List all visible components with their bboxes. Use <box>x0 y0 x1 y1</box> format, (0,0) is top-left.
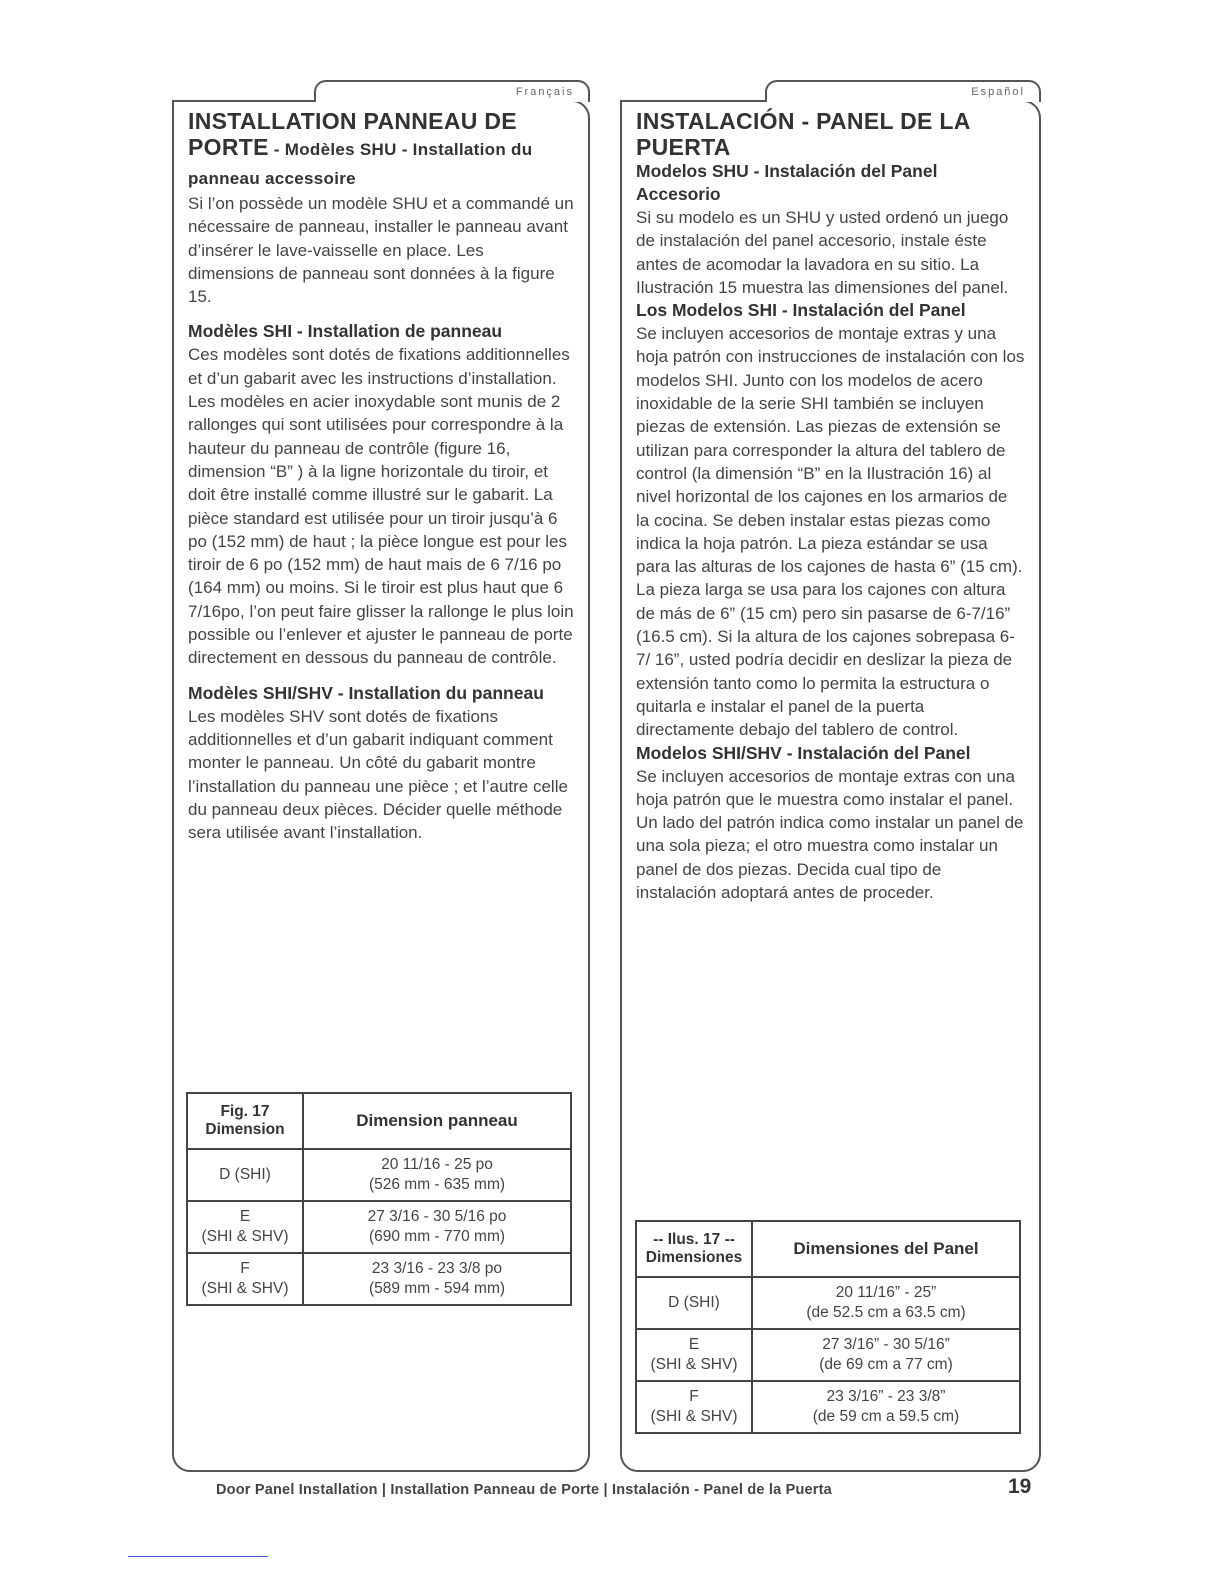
spanish-paragraph-shi: Se incluyen accesorios de montaje extras y una hoja patrón con instrucciones de instalación con los modelos SHI. Junto con los modelos de acero inoxidable de la serie SHI también se incluyen piezas de extensión. Las piezas de extensión se utilizan para corresponder la altura del tablero de control (la dimensión “B” en la Ilustración 16) al nivel horizontal de los cajones en los armarios de la cocina. Se deben instalar estas piezas como indica la hoja patrón. La pieza estándar se usa para las alturas de los cajones de hasta 6” (15 cm). La pieza larga se usa para los cajones con altura de más de 6” (15 cm) pero sin pasarse de 6-7/16” (16.5 cm). Si la altura de los cajones sobrepasa 6-7/ 16”, usted podría decidir en deslizar la pieza de extensión tanto como lo permita la estructura o quitarla e instalar el panel de la puerta directamente debajo del tablero de control. <box>636 324 1025 740</box>
table-header: Dimension panneau <box>303 1093 571 1149</box>
spanish-dimension-table <box>635 1220 1021 1434</box>
french-heading-shi: Modèles SHI - Installation de panneau <box>188 321 503 342</box>
french-title: INSTALLATION PANNEAU DE PORTE - Modèles SHU - Installation du panneau accessoire <box>188 108 533 188</box>
french-paragraph-shi-shv: Les modèles SHV sont dotés de fixations additionnelles et d’un gabarit indiquant comment monter le panneau. Un côté du gabarit montre l’installation du panneau une pièce ; et l’autre celle du panneau deux pièces. Décider quelle méthode sera utilisée avant l’installation. <box>188 706 568 843</box>
table-row: F (SHI & SHV) 23 3/16 - 23 3/8 po (589 mm - 594 mm) <box>187 1253 571 1305</box>
french-paragraph-shi: Ces modèles sont dotés de fixations additionnelles et d’un gabarit avec les instructions d’installation. Les modèles en acier inoxydable sont munis de 2 rallonges qui sont utilisées pour correspondre à la hauteur du panneau de contrôle (figure 16, dimension “B” ) à la ligne horizontale du tiroir, et doit être installé comme illustré sur le gabarit. La pièce standard est utilisée pour un tiroir jusqu’à 6 po (152 mm) de haut ; la pièce longue est pour les tiroir de 6 po (152 mm) de haut mais de 6 7/16 po (164 mm) ou moins. Si le tiroir est plus haut que 6 7/16po, l’on peut faire glisser la rallonge le plus loin possible ou l’enlever et ajuster le panneau de porte directement en dessous du panneau de contrôle. <box>188 345 574 668</box>
spanish-heading-shu: Modelos SHU - Instalación del Panel Accesorio <box>636 161 938 204</box>
table-header: Dimensiones del Panel <box>752 1221 1020 1277</box>
french-heading-shi-shv: Modèles SHI/SHV - Installation du panneau <box>188 682 544 703</box>
page-footer: Door Panel Installation | Installation Panneau de Porte | Instalación - Panel de la Puerta <box>216 1482 832 1498</box>
table-row: E (SHI & SHV) 27 3/16” - 30 5/16” (de 69 cm a 77 cm) <box>636 1329 1020 1381</box>
table-fig-label: Fig. 17 Dimension <box>187 1093 303 1149</box>
table-row: F (SHI & SHV) 23 3/16” - 23 3/8” (de 59 cm a 59.5 cm) <box>636 1381 1020 1433</box>
spanish-title: INSTALACIÓN - PANEL DE LA PUERTA <box>636 108 970 160</box>
spanish-paragraph-shu: Si su modelo es un SHU y usted ordenó un juego de instalación del panel accesorio, instale éste antes de acomodar la lavadora en su sitio. La Ilustración 15 muestra las dimensiones del panel. <box>636 208 1009 297</box>
page-number: 19 <box>1008 1475 1032 1498</box>
table-row: E (SHI & SHV) 27 3/16 - 30 5/16 po (690 mm - 770 mm) <box>187 1201 571 1253</box>
french-language-tab: Français <box>314 80 590 102</box>
table-row: D (SHI) 20 11/16 - 25 po (526 mm - 635 mm) <box>187 1149 571 1201</box>
spanish-paragraph-shi-shv: Se incluyen accesorios de montaje extras con una hoja patrón que le muestra como instalar el panel. Un lado del patrón indica como instalar un panel de una sola pieza; el otro muestra como instalar un panel de dos piezas. Decida cual tipo de instalación adoptará antes de proceder. <box>636 766 1024 903</box>
french-paragraph-shu: Si l’on possède un modèle SHU et a commandé un nécessaire de panneau, installer le panneau avant d’insérer le lave-vaisselle en place. Les dimensions de panneau sont données à la figure 15. <box>188 194 574 307</box>
spanish-heading-shi: Los Modelos SHI - Instalación del Panel <box>636 300 966 321</box>
spanish-language-tab: Español <box>765 80 1041 102</box>
french-dimension-table <box>186 1092 572 1306</box>
divider <box>128 1556 268 1557</box>
spanish-heading-shi-shv: Modelos SHI/SHV - Instalación del Panel <box>636 742 971 763</box>
table-row: D (SHI) 20 11/16” - 25” (de 52.5 cm a 63.5 cm) <box>636 1277 1020 1329</box>
table-fig-label: -- Ilus. 17 -- Dimensiones <box>636 1221 752 1277</box>
